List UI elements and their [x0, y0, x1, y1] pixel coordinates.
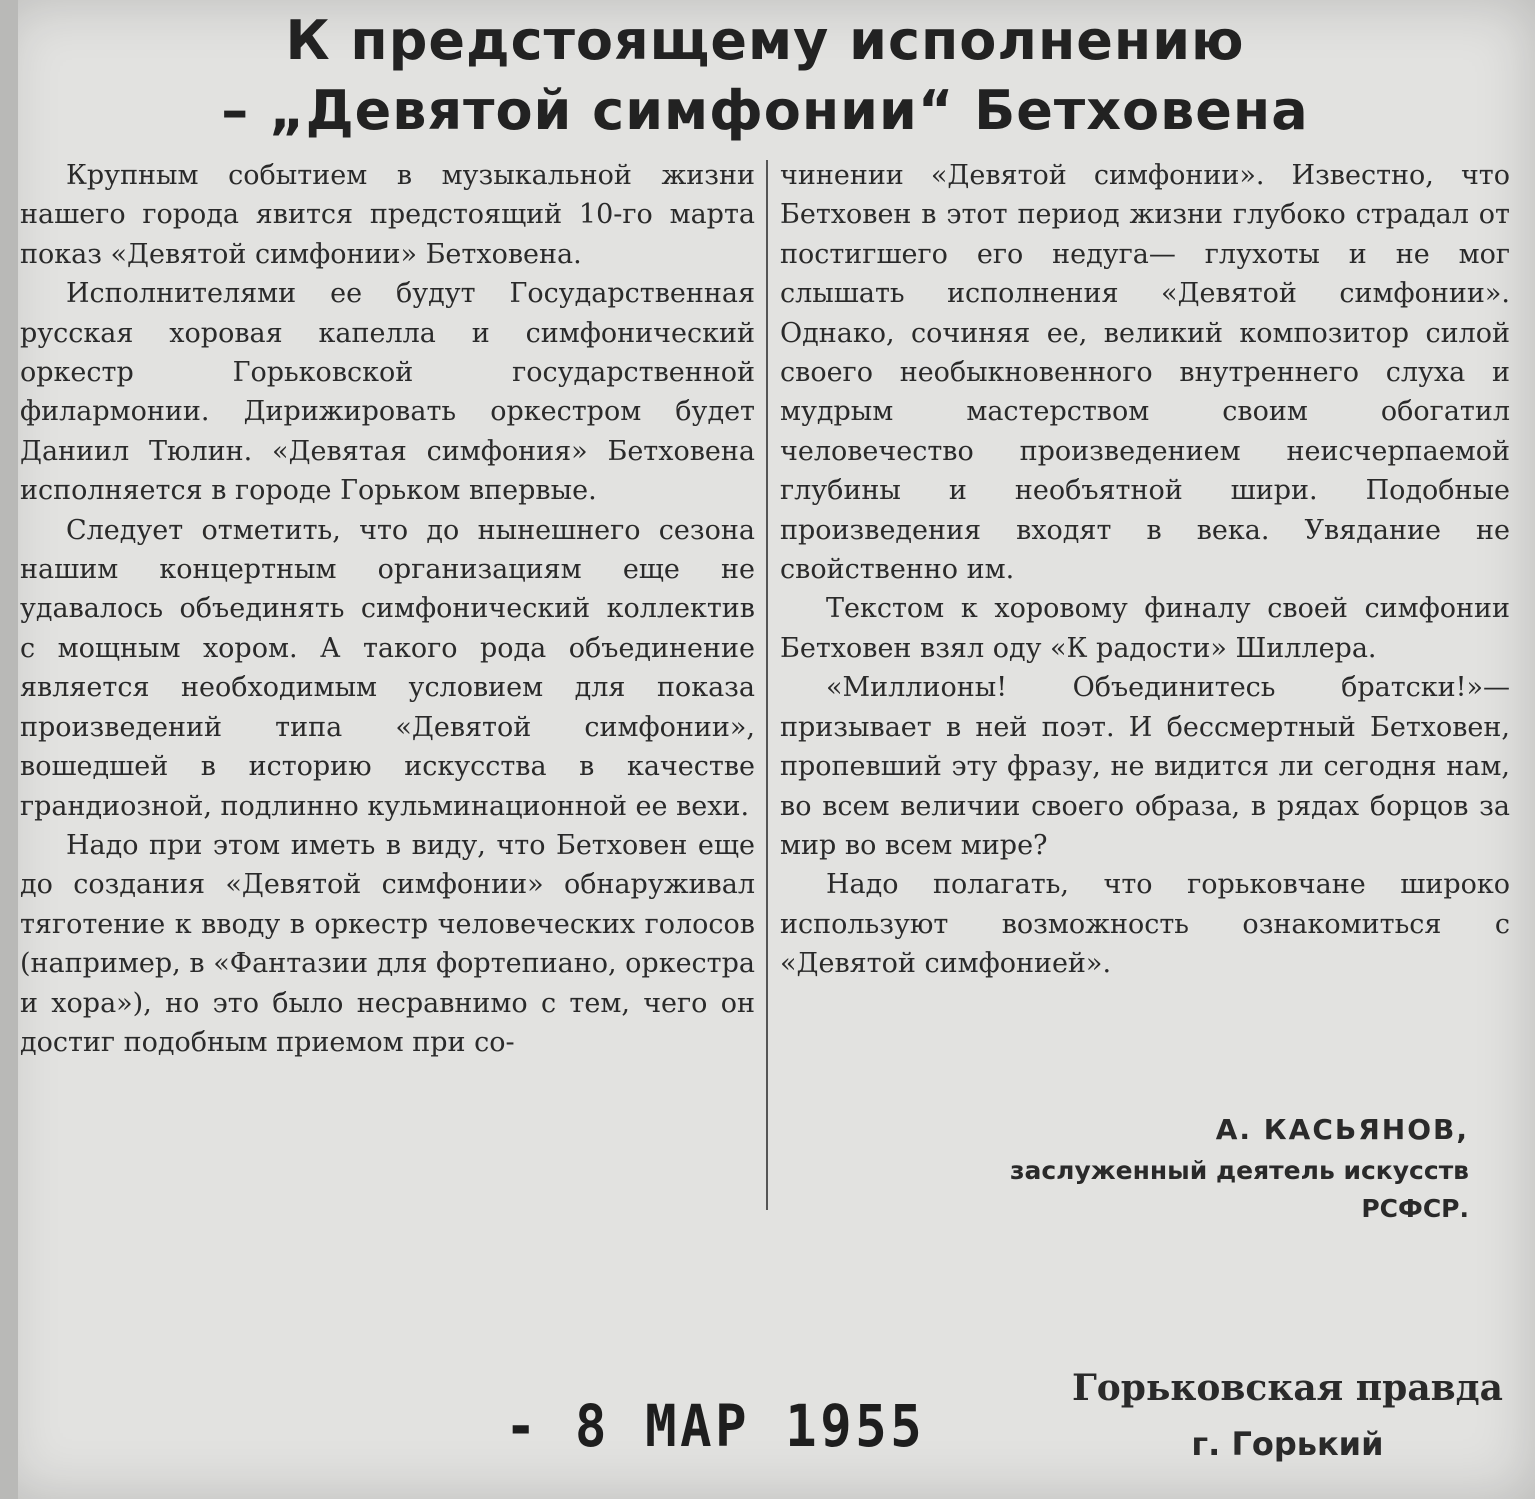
paragraph: «Миллионы! Объединитесь братски!»— призывает в ней поэт. И бессмертный Бетховен, пропевший эту фразу, не видится ли сегодня нам, во всем величии своего образа, в рядах борцов за мир во всем мире?: [780, 672, 1510, 861]
paragraph: чинении «Девятой симфонии». Известно, что Бетховен в этот период жизни глубоко страдал от постигшего его недуга— глухоты и не мог слышать исполнения «Девятой симфонии». Однако, сочиняя ее, великий композитор силой своего необыкновенного внутреннего слуха и мудрым мастерством своим обогатил человечество произведением неисчерпаемой глубины и необъятной шири. Подобные произведения входят в века. Увядание не свойственно им.: [780, 160, 1510, 586]
right-column: [780, 156, 1510, 984]
paper-edge: [0, 0, 18, 1499]
headline-line-1: К предстоящему исполнению: [285, 9, 1245, 72]
author-signature: [1010, 1108, 1469, 1228]
paragraph: Надо при этом иметь в виду, что Бетховен еще до создания «Девятой симфонии» обнаруживал тяготение к вводу в оркестр человеческих голосов (например, в «Фантазии для фортепиано, оркестра и хора»), но это было несравнимо с тем, чего он достиг подобным приемом при со-: [20, 829, 755, 1058]
source-stamp: [1072, 1358, 1503, 1470]
paragraph: Текстом к хоровому финалу своей симфонии Бетховен взял оду «К радости» Шиллера.: [780, 593, 1510, 664]
paragraph: Крупным событием в музыкальной жизни нашего города явится предстоящий 10-го марта показ «Девятой симфонии» Бетховена.: [20, 160, 755, 270]
paragraph: Исполнителями ее будут Государственная русская хоровая капелла и симфонический оркестр Горьковской государственной филармонии. Дирижировать оркестром будет Даниил Тюлин. «Девятая симфония» Бетховена исполняется в городе Горьком впервые.: [20, 278, 755, 507]
date-stamp: - 8 МАР 1955: [505, 1392, 926, 1460]
column-divider: [766, 160, 768, 1210]
headline-line-2: – „Девятой симфонии“ Бетховена: [221, 79, 1309, 142]
author-title-line-2: РСФСР.: [1361, 1194, 1469, 1223]
paragraph: Надо полагать, что горьковчане широко используют возможность ознакомиться с «Девятой симфонией».: [780, 869, 1510, 980]
paragraph: Следует отметить, что до нынешнего сезона нашим концертным организациям еще не удавалось объединять симфонический коллектив с мощным хором. А такого рода объединение является необходимым условием для показа произведений типа «Девятой симфонии», вошедшей в историю искусства в качестве грандиозной, подлинно кульминационной ее вехи.: [20, 514, 755, 822]
left-column: [20, 156, 755, 1062]
article-headline: [120, 6, 1410, 146]
newspaper-city: г. Горький: [1191, 1425, 1384, 1463]
newspaper-name: Горьковская правда: [1071, 1367, 1503, 1409]
author-name: А. КАСЬЯНОВ,: [1215, 1113, 1469, 1146]
author-title-line-1: заслуженный деятель искусств: [1009, 1156, 1469, 1185]
